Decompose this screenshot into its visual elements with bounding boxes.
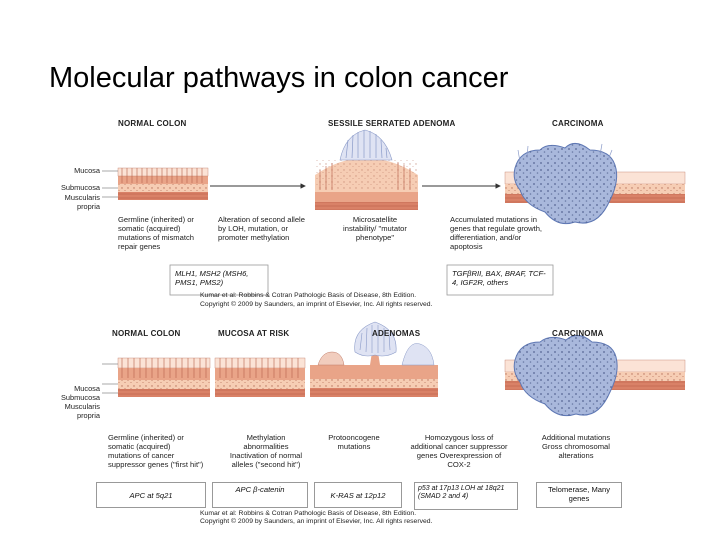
p1-layer-muscularis: Muscularis propria bbox=[64, 193, 100, 211]
p2-event-5: Additional mutations Gross chromosomal alterations bbox=[541, 433, 611, 460]
p2-gene-box-4: p53 at 17p13 LOH at 18q21 (SMAD 2 and 4) bbox=[414, 482, 518, 510]
p1-stage-ssa: SESSILE SERRATED ADENOMA bbox=[328, 119, 456, 128]
p2-credit-line-2: Copyright © 2009 by Saunders, an imprint of Elsevier, Inc. All rights reserved. bbox=[200, 518, 433, 525]
p1-stage-normal: NORMAL COLON bbox=[118, 119, 187, 128]
p1-event-2: Alteration of second allele by LOH, mutation, or promoter methylation bbox=[218, 215, 305, 242]
p1-stage-carcinoma: CARCINOMA bbox=[552, 119, 604, 128]
panel1-tissue bbox=[102, 130, 685, 224]
p2-stage-normal: NORMAL COLON bbox=[112, 329, 181, 338]
p1-layer-submucosa: Submucosa bbox=[60, 183, 100, 192]
p2-stage-adenomas: ADENOMAS bbox=[372, 329, 421, 338]
p1-mucosa-left bbox=[118, 175, 208, 184]
p2-event-3: Protooncogene mutations bbox=[328, 433, 380, 451]
p2-event-4: Homozygous loss of additional cancer suppressor genes Overexpression of COX-2 bbox=[410, 433, 508, 469]
p1-credit-line-2: Copyright © 2009 by Saunders, an imprint of Elsevier, Inc. All rights reserved. bbox=[200, 301, 433, 308]
p2-event-1: Germline (inherited) or somatic (acquired) mutations of cancer suppressor genes ("first hit") bbox=[108, 433, 204, 469]
p1-gene-box-2: TGFβRII, BAX, BRAF, TCF-4, IGF2R, others bbox=[449, 267, 551, 293]
p1-event-4: Accumulated mutations in genes that regulate growth, differentiation, and/or apoptosis bbox=[450, 215, 543, 251]
p2-layer-submucosa: Submucosa bbox=[60, 393, 100, 402]
p2-layer-mucosa: Mucosa bbox=[74, 384, 100, 393]
p2-gene-box-3: K-RAS at 12p12 bbox=[314, 482, 402, 508]
p1-credit-line-1: Kumar et al: Robbins & Cotran Pathologic Basis of Disease, 8th Edition. bbox=[200, 292, 417, 299]
p1-event-1: Germline (inherited) or somatic (acquired) mutations of mismatch repair genes bbox=[118, 215, 194, 251]
p2-gene-box-1: APC at 5q21 bbox=[96, 482, 206, 508]
slide-title: Molecular pathways in colon cancer bbox=[49, 62, 509, 94]
p2-stage-carcinoma: CARCINOMA bbox=[552, 329, 604, 338]
p2-credit-line-1: Kumar et al: Robbins & Cotran Pathologic Basis of Disease, 8th Edition. bbox=[200, 510, 417, 517]
p2-event-2: Methylation abnormalities Inactivation of normal alleles ("second hit") bbox=[229, 433, 303, 469]
p1-layer-mucosa: Mucosa bbox=[74, 166, 100, 175]
p2-gene-box-2: APC β-catenin bbox=[212, 482, 308, 508]
p2-gene-box-5: Telomerase, Many genes bbox=[536, 482, 622, 508]
p1-gene-box-1: MLH1, MSH2 (MSH6, PMS1, PMS2) bbox=[172, 267, 266, 293]
p2-layer-muscularis: Muscularis propria bbox=[64, 402, 100, 420]
p1-event-3: Microsatellite instability/ "mutator phenotype" bbox=[343, 215, 407, 242]
p2-stage-at-risk: MUCOSA AT RISK bbox=[218, 329, 290, 338]
